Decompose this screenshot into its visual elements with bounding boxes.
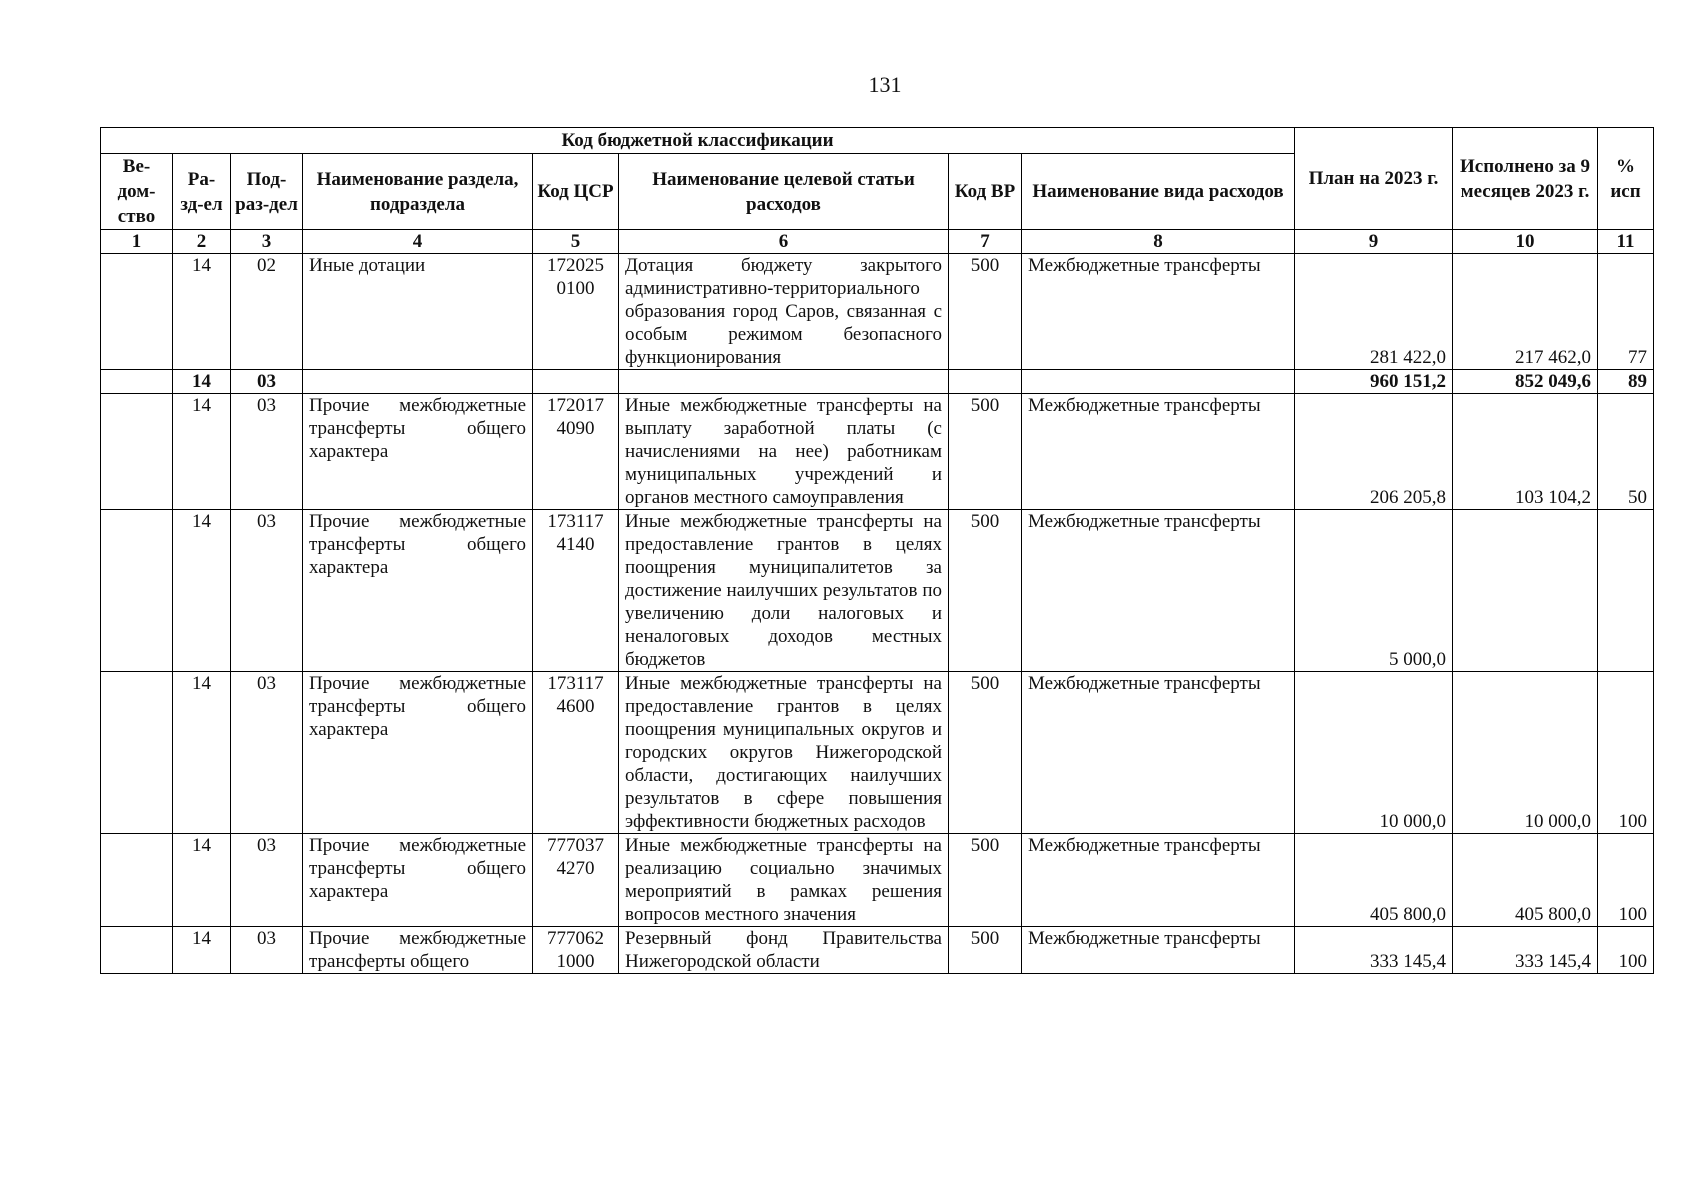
cell-plan: 281 422,0	[1295, 254, 1453, 370]
cell-name-razdel: Прочие межбюджетные трансферты общего характера	[303, 672, 533, 834]
cell-vedomstvo	[101, 510, 173, 672]
column-number: 1	[101, 230, 173, 254]
cell-pct: 89	[1598, 370, 1654, 394]
column-number: 7	[949, 230, 1022, 254]
header-plan: План на 2023 г.	[1295, 128, 1453, 230]
cell-name-vr: Межбюджетные трансферты	[1022, 834, 1295, 927]
group-header: Код бюджетной классификации	[101, 128, 1295, 154]
cell-vedomstvo	[101, 672, 173, 834]
table-row	[101, 927, 1654, 974]
header-group-row	[101, 128, 1654, 154]
column-number: 5	[533, 230, 619, 254]
cell-razdel: 14	[173, 834, 231, 927]
cell-plan: 960 151,2	[1295, 370, 1453, 394]
header-name-vr: Наименование вида расходов	[1022, 154, 1295, 230]
cell-kod-vr: 500	[949, 510, 1022, 672]
cell-name-vr: Межбюджетные трансферты	[1022, 927, 1295, 974]
cell-name-razdel: Прочие межбюджетные трансферты общего характера	[303, 394, 533, 510]
cell-name-vr	[1022, 370, 1295, 394]
budget-table	[100, 127, 1654, 974]
cell-plan: 5 000,0	[1295, 510, 1453, 672]
cell-name-razdel: Прочие межбюджетные трансферты общего характера	[303, 834, 533, 927]
cell-pct: 100	[1598, 834, 1654, 927]
subtotal-row	[101, 370, 1654, 394]
cell-name-vr: Межбюджетные трансферты	[1022, 672, 1295, 834]
cell-name-target: Резервный фонд Правительства Нижегородской области	[619, 927, 949, 974]
cell-kod-csr: 777062 1000	[533, 927, 619, 974]
cell-kod-vr: 500	[949, 672, 1022, 834]
cell-podrazdel: 03	[231, 672, 303, 834]
cell-razdel: 14	[173, 927, 231, 974]
cell-plan: 10 000,0	[1295, 672, 1453, 834]
page-number: 131	[868, 72, 902, 97]
cell-pct: 100	[1598, 927, 1654, 974]
column-number: 6	[619, 230, 949, 254]
cell-name-vr: Межбюджетные трансферты	[1022, 510, 1295, 672]
cell-name-target: Дотация бюджету закрытого административно-территориального образования город Саров, связанная с особым режимом безопасного функционирования	[619, 254, 949, 370]
cell-name-vr: Межбюджетные трансферты	[1022, 394, 1295, 510]
cell-done	[1453, 510, 1598, 672]
cell-pct: 50	[1598, 394, 1654, 510]
header-podrazdel: Под-раз-дел	[231, 154, 303, 230]
cell-plan: 333 145,4	[1295, 927, 1453, 974]
cell-name-target: Иные межбюджетные трансферты на предоставление грантов в целях поощрения муниципалитетов за достижение наилучших результатов по увеличению доли налоговых и неналоговых доходов местных бюджетов	[619, 510, 949, 672]
cell-plan: 405 800,0	[1295, 834, 1453, 927]
header-razdel: Ра-зд-ел	[173, 154, 231, 230]
cell-name-razdel: Иные дотации	[303, 254, 533, 370]
cell-vedomstvo	[101, 927, 173, 974]
table-row	[101, 672, 1654, 834]
header-name-target: Наименование целевой статьи расходов	[619, 154, 949, 230]
cell-vedomstvo	[101, 834, 173, 927]
cell-name-vr: Межбюджетные трансферты	[1022, 254, 1295, 370]
header-kod-csr: Код ЦСР	[533, 154, 619, 230]
cell-kod-vr: 500	[949, 394, 1022, 510]
cell-name-razdel: Прочие межбюджетные трансферты общего характера	[303, 510, 533, 672]
column-number: 9	[1295, 230, 1453, 254]
cell-vedomstvo	[101, 370, 173, 394]
cell-kod-csr	[533, 370, 619, 394]
cell-done: 405 800,0	[1453, 834, 1598, 927]
cell-kod-csr: 172017 4090	[533, 394, 619, 510]
cell-kod-csr: 173117 4600	[533, 672, 619, 834]
table-row	[101, 834, 1654, 927]
column-number-row	[101, 230, 1654, 254]
cell-razdel: 14	[173, 370, 231, 394]
column-number: 11	[1598, 230, 1654, 254]
cell-pct: 77	[1598, 254, 1654, 370]
column-number: 8	[1022, 230, 1295, 254]
cell-razdel: 14	[173, 510, 231, 672]
column-number: 4	[303, 230, 533, 254]
table-row	[101, 254, 1654, 370]
header-done: Исполнено за 9 месяцев 2023 г.	[1453, 128, 1598, 230]
column-number: 10	[1453, 230, 1598, 254]
cell-pct	[1598, 510, 1654, 672]
cell-name-razdel: Прочие межбюджетные трансферты общего	[303, 927, 533, 974]
table-row	[101, 394, 1654, 510]
header-name-razdel: Наименование раздела, подраздела	[303, 154, 533, 230]
cell-podrazdel: 03	[231, 370, 303, 394]
cell-kod-vr: 500	[949, 254, 1022, 370]
cell-podrazdel: 03	[231, 510, 303, 672]
cell-kod-csr: 173117 4140	[533, 510, 619, 672]
cell-name-target: Иные межбюджетные трансферты на реализацию социально значимых мероприятий в рамках решения вопросов местного значения	[619, 834, 949, 927]
cell-done: 10 000,0	[1453, 672, 1598, 834]
cell-razdel: 14	[173, 254, 231, 370]
header-vedomstvo: Ве-дом-ство	[101, 154, 173, 230]
header-pct: % исп	[1598, 128, 1654, 230]
cell-name-target: Иные межбюджетные трансферты на предоставление грантов в целях поощрения муниципальных округов и городских округов Нижегородской области, достигающих наилучших результатов в сфере повышения эффективности бюджетных расходов	[619, 672, 949, 834]
cell-vedomstvo	[101, 394, 173, 510]
cell-kod-vr	[949, 370, 1022, 394]
cell-podrazdel: 02	[231, 254, 303, 370]
header-kod-vr: Код ВР	[949, 154, 1022, 230]
cell-done: 852 049,6	[1453, 370, 1598, 394]
column-number: 2	[173, 230, 231, 254]
cell-done: 103 104,2	[1453, 394, 1598, 510]
cell-plan: 206 205,8	[1295, 394, 1453, 510]
cell-podrazdel: 03	[231, 394, 303, 510]
column-number: 3	[231, 230, 303, 254]
cell-kod-csr: 777037 4270	[533, 834, 619, 927]
table-row	[101, 510, 1654, 672]
cell-name-target: Иные межбюджетные трансферты на выплату заработной платы (с начислениями на нее) работникам муниципальных учреждений и органов местного самоуправления	[619, 394, 949, 510]
cell-kod-vr: 500	[949, 834, 1022, 927]
cell-done: 217 462,0	[1453, 254, 1598, 370]
cell-kod-csr: 172025 0100	[533, 254, 619, 370]
cell-podrazdel: 03	[231, 927, 303, 974]
cell-done: 333 145,4	[1453, 927, 1598, 974]
cell-razdel: 14	[173, 672, 231, 834]
cell-kod-vr: 500	[949, 927, 1022, 974]
cell-podrazdel: 03	[231, 834, 303, 927]
cell-razdel: 14	[173, 394, 231, 510]
cell-name-target	[619, 370, 949, 394]
cell-vedomstvo	[101, 254, 173, 370]
cell-pct: 100	[1598, 672, 1654, 834]
cell-name-razdel	[303, 370, 533, 394]
